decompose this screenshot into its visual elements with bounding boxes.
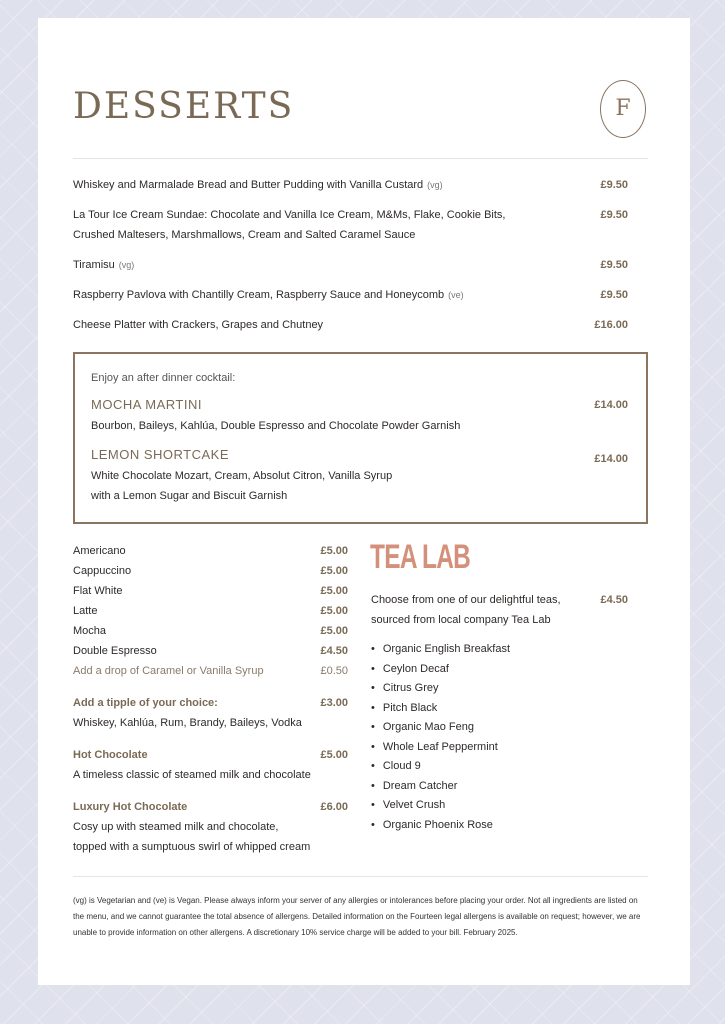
dessert-item: La Tour Ice Cream Sundae: Chocolate and Vanilla Ice Cream, M&Ms, Flake, Cookie Bits, Crushed Maltesers, Marshmallows, Cream and Salted Caramel Sauce [73, 209, 506, 241]
coffee-item: Double Espresso £4.50 [73, 645, 348, 657]
logo: F [600, 80, 646, 138]
cocktail-desc: Bourbon, Baileys, Kahlúa, Double Espresso and Chocolate Powder Garnish [91, 420, 461, 432]
dessert-item: Tiramisu (vg) [73, 259, 135, 271]
dessert-price: £9.50 [600, 179, 628, 191]
coffee-item: Americano £5.00 [73, 545, 348, 557]
allergen-footer: (vg) is Vegetarian and (ve) is Vegan. Please always inform your server of any allergies or intolerances before placing your order. Not all ingredients are listed on the menu, and we cannot guarantee the total absence of allergens. Detailed information on the Fourteen legal allergens is available on request; however, we are unable to provide information on other allergens. A discretionary 10% service charge will be added to your bill. February 2025. [73, 896, 641, 937]
tea-item: • Dream Catcher [371, 777, 510, 797]
dessert-item: Whiskey and Marmalade Bread and Butter Pudding with Vanilla Custard (vg) [73, 179, 443, 191]
divider [73, 876, 648, 877]
tea-item: • Velvet Crush [371, 796, 510, 816]
tea-item: • Citrus Grey [371, 679, 510, 699]
cocktail-name: MOCHA MARTINI [91, 397, 202, 412]
coffee-list [73, 541, 348, 857]
coffee-item: Cappuccino £5.00 [73, 565, 348, 577]
luxury-hot-chocolate-item: Luxury Hot Chocolate £6.00 [73, 801, 348, 813]
coffee-item: Latte £5.00 [73, 605, 348, 617]
tea-lab-title: TEA LAB [370, 538, 471, 576]
cocktail-desc: White Chocolate Mozart, Cream, Absolut Citron, Vanilla Syrup with a Lemon Sugar and Biscuit Garnish [91, 470, 393, 502]
syrup-addon: Add a drop of Caramel or Vanilla Syrup £0.50 [73, 665, 348, 677]
hot-chocolate-item: Hot Chocolate £5.00 [73, 749, 348, 761]
tea-price: £4.50 [600, 594, 628, 606]
dessert-item: Raspberry Pavlova with Chantilly Cream, Raspberry Sauce and Honeycomb (ve) [73, 289, 464, 301]
cocktail-intro: Enjoy an after dinner cocktail: [91, 372, 236, 384]
hot-chocolate-desc: A timeless classic of steamed milk and chocolate [73, 769, 311, 781]
tipple-item: Add a tipple of your choice: £3.00 [73, 697, 348, 709]
dessert-price: £16.00 [594, 319, 628, 331]
cocktail-price: £14.00 [594, 453, 628, 465]
tea-item: • Organic English Breakfast [371, 640, 510, 660]
luxury-desc: Cosy up with steamed milk and chocolate, topped with a sumptuous swirl of whipped cream [73, 821, 311, 853]
tea-item: • Pitch Black [371, 699, 510, 719]
coffee-item: Flat White £5.00 [73, 585, 348, 597]
tea-list [371, 640, 510, 835]
divider [73, 158, 648, 159]
tea-item: • Organic Phoenix Rose [371, 816, 510, 836]
tea-intro: Choose from one of our delightful teas, sourced from local company Tea Lab [371, 594, 561, 626]
page-title: DESSERTS [73, 86, 295, 127]
coffee-item: Mocha £5.00 [73, 625, 348, 637]
cocktail-name: LEMON SHORTCAKE [91, 447, 230, 462]
tea-item: • Organic Mao Feng [371, 718, 510, 738]
tipple-desc: Whiskey, Kahlúa, Rum, Brandy, Baileys, Vodka [73, 717, 302, 729]
tea-item: • Whole Leaf Peppermint [371, 738, 510, 758]
tea-item: • Cloud 9 [371, 757, 510, 777]
dessert-price: £9.50 [600, 259, 628, 271]
dessert-item: Cheese Platter with Crackers, Grapes and Chutney [73, 319, 324, 331]
dessert-price: £9.50 [600, 289, 628, 301]
cocktail-price: £14.00 [594, 399, 628, 411]
tea-item: • Ceylon Decaf [371, 660, 510, 680]
dessert-price: £9.50 [600, 209, 628, 221]
